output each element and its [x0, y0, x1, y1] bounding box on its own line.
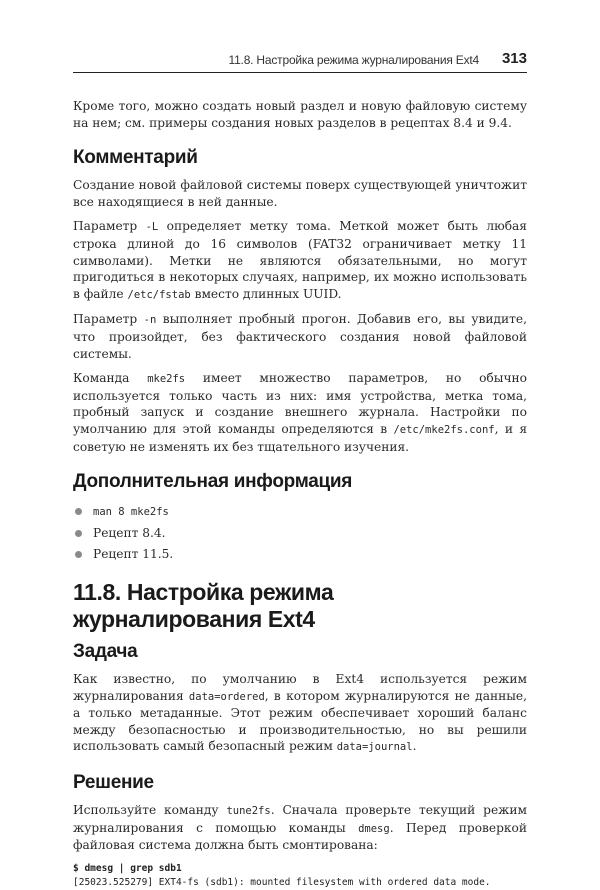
inline-code: -L [145, 221, 159, 234]
inline-code: data=ordered [188, 690, 265, 703]
inline-code: /etc/mke2fs.conf [393, 423, 495, 436]
comment-heading: Комментарий [73, 147, 198, 169]
comment-paragraph-1: Создание новой файловой системы поверх существующей уничтожит все находящиеся в ней данные. [73, 178, 527, 209]
solution-heading: Решение [73, 772, 154, 794]
code-command: $ dmesg | grep sdb1 [73, 862, 182, 874]
page-content [73, 98, 527, 890]
comment-paragraph-3: Параметр -n выполняет пробный прогон. Добавив его, вы увидите, что произойдет, без фактического создания новой файловой системы. [73, 312, 527, 361]
code-block [73, 862, 527, 890]
more-info-heading: Дополнительная информация [73, 471, 353, 493]
inline-code: mke2fs [147, 373, 186, 386]
inline-code: dmesg [358, 822, 390, 835]
comment-paragraph-4: Команда mke2fs имеет множество параметров, но обычно используется только часть из них: имя устройства, метка тома, пробный запуск и создание внешнего журнала. Настройки по умолчанию для этой команды определяются в /etc/mke2fs.conf, и я советую не изменять их без тщательного изучения. [73, 371, 528, 454]
bullet-icon [75, 551, 82, 558]
page-number: 313 [501, 50, 527, 67]
inline-code: /etc/fstab [127, 288, 191, 301]
inline-code: data=journal [336, 741, 413, 754]
inline-code: tune2fs [226, 805, 271, 818]
inline-code: -n [143, 314, 157, 327]
more-info-list [73, 501, 527, 565]
intro-paragraph: Кроме того, можно создать новый раздел и новую файловую систему на нем; см. примеры создания новых разделов в рецептах 8.4 и 9.4. [73, 99, 527, 130]
bullet-icon [75, 530, 82, 537]
bullet-icon [75, 508, 82, 515]
code-output: [25023.525279] EXT4-fs (sdb1): mounted filesystem with ordered data mode. [73, 876, 491, 888]
page-header [73, 50, 527, 73]
task-heading: Задача [73, 641, 138, 663]
list-item: man 8 mke2fs [73, 501, 527, 523]
list-item: Рецепт 8.4. [73, 523, 527, 544]
solution-paragraph: Используйте команду tune2fs. Сначала проверьте текущий режим журналирования с помощью команды dmesg. Перед проверкой файловая система должна быть смонтирована: [73, 803, 527, 853]
section-heading: 11.8. Настройка режима журналирования Ext4 [73, 579, 334, 633]
task-paragraph: Как известно, по умолчанию в Ext4 используется режим журналирования data=ordered, в котором журналируются не данные, а только метаданные. Этот режим обеспечивает хороший баланс между безопасностью и производительностью, но вы решили использовать самый безопасный режим data=journal. [73, 672, 527, 754]
comment-paragraph-2: Параметр -L определяет метку тома. Меткой может быть любая строка длиной до 16 символов (FAT32 ограничивает метку 11 символами). Метки не являются обязательными, но могут пригодиться в некоторых случаях, например, их можно использовать в файле /etc/fstab вместо длинных UUID. [73, 219, 527, 301]
running-title: 11.8. Настройка режима журналирования Ext4 [228, 53, 479, 67]
list-item: Рецепт 11.5. [73, 544, 527, 565]
